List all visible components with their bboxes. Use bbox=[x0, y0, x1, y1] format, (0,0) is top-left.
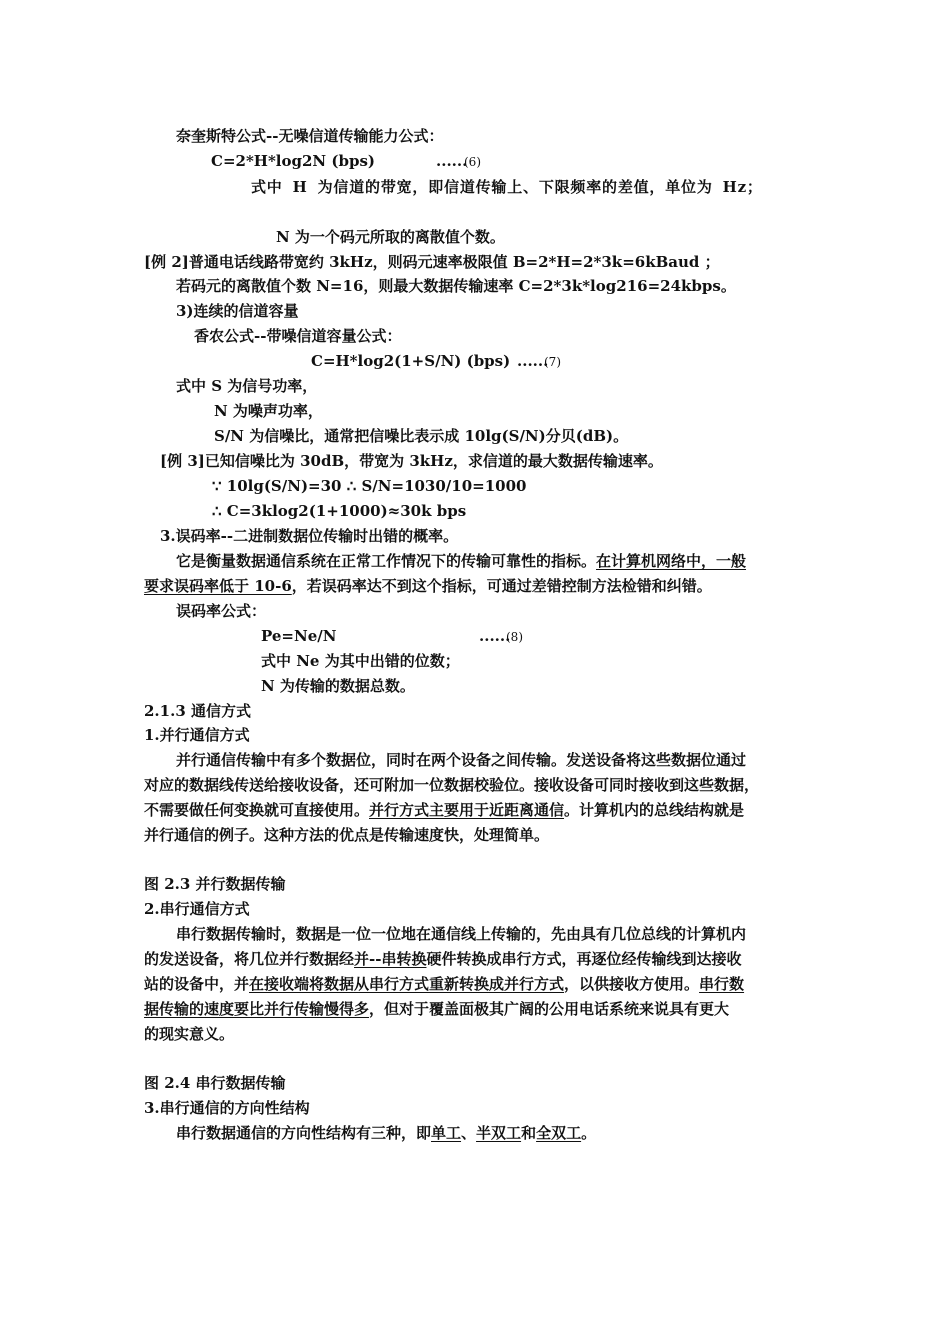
example-2-continuation: 若码元的离散值个数 N=16，则最大数据传输速率 C=2*3k*log216=24kbps。 bbox=[176, 277, 736, 295]
shannon-s-definition: 式中 S 为信号功率， bbox=[176, 377, 318, 395]
full-duplex-term: 全双工 bbox=[536, 1124, 582, 1142]
ber-formula-heading: 误码率公式： bbox=[176, 602, 267, 620]
shannon-heading: 香农公式--带噪信道容量公式： bbox=[194, 327, 402, 345]
example-2: [例 2]普通电话线路带宽约 3kHz，则码元速率极限值 B=2*H=2*3k=6kBaud ； bbox=[144, 253, 720, 271]
formula-text: C=2*H*log2N (bps) bbox=[211, 152, 375, 170]
bit-error-rate-heading: 3.误码率--二进制数据位传输时出错的概率。 bbox=[160, 527, 459, 545]
simplex-term: 单工 bbox=[431, 1124, 462, 1142]
example-3: [例 3]已知信噪比为 30dB，带宽为 3kHz，求信道的最大数据传输速率。 bbox=[160, 452, 663, 470]
nyquist-n-definition: N 为一个码元所取的离散值个数。 bbox=[276, 228, 505, 246]
serial-paragraph-line-1: 串行数据传输时，数据是一位一位地在通信线上传输的，先由具有几位总线的计算机内 bbox=[176, 925, 747, 943]
section-2-1-3-heading: 2.1.3 通信方式 bbox=[144, 702, 251, 720]
parallel-paragraph-line-1: 并行通信传输中有多个数据位，同时在两个设备之间传输。发送设备将这些数据位通过 bbox=[176, 751, 747, 769]
directional-structure-paragraph: 串行数据通信的方向性结构有三种，即单工、半双工和全双工。 bbox=[176, 1124, 597, 1142]
serial-conversion-term: 并--串转换 bbox=[354, 950, 427, 968]
ber-formula bbox=[261, 626, 523, 646]
formula-dots: ...... bbox=[517, 352, 549, 370]
half-duplex-term: 半双工 bbox=[476, 1124, 522, 1142]
nyquist-formula bbox=[211, 151, 481, 171]
formula-dots: ...... bbox=[436, 152, 468, 170]
ber-ne-definition: 式中 Ne 为其中出错的位数； bbox=[261, 652, 460, 670]
serial-paragraph-line-2: 的发送设备，将几位并行数据经并--串转换硬件转换成串行方式，再逐位经传输线到达接收 bbox=[144, 950, 742, 968]
ber-paragraph-line-1: 它是衡量数据通信系统在正常工作情况下的传输可靠性的指标。在计算机网络中，一般 bbox=[176, 552, 747, 570]
directional-structure-heading: 3.串行通信的方向性结构 bbox=[144, 1099, 310, 1117]
example-3-step-1: ∵ 10lg(S/N)=30 ∴ S/N=1030/10=1000 bbox=[212, 477, 527, 495]
parallel-emphasis: 并行方式主要用于近距离通信 bbox=[369, 801, 565, 819]
parallel-paragraph-line-2: 对应的数据线传送给接收设备，还可附加一位数据校验位。接收设备可同时接收到这些数据， bbox=[144, 776, 760, 794]
parallel-paragraph-line-3: 不需要做任何变换就可直接使用。并行方式主要用于近距离通信。计算机内的总线结构就是 bbox=[144, 801, 745, 819]
serial-paragraph-line-4: 据传输的速度要比并行传输慢得多，但对于覆盖面极其广阔的公用电话系统来说具有更大 bbox=[144, 1000, 730, 1018]
serial-paragraph-line-3: 站的设备中，并在接收端将数据从串行方式重新转换成并行方式，以供接收方使用。串行数 bbox=[144, 975, 745, 993]
figure-2-4-caption: 图 2.4 串行数据传输 bbox=[144, 1074, 286, 1092]
formula-text: Pe=Ne/N bbox=[261, 627, 337, 645]
equation-number: (8) bbox=[506, 630, 523, 644]
formula-text: C=H*log2(1+S/N) (bps) bbox=[311, 352, 511, 370]
equation-number: (7) bbox=[544, 355, 561, 369]
example-3-step-2: ∴ C=3klog2(1+1000)≈30k bps bbox=[212, 502, 467, 520]
shannon-snr-definition: S/N 为信噪比，通常把信噪比表示成 10lg(S/N)分贝(dB)。 bbox=[214, 427, 629, 445]
serial-receive-emphasis: 在接收端将数据从串行方式重新转换成并行方式 bbox=[249, 975, 565, 993]
nyquist-heading: 奈奎斯特公式--无噪信道传输能力公式： bbox=[176, 127, 444, 145]
ber-emphasis: 在计算机网络中，一般 bbox=[596, 552, 747, 570]
continuous-channel-capacity-heading: 3)连续的信道容量 bbox=[176, 302, 299, 320]
shannon-formula bbox=[311, 351, 561, 371]
parallel-paragraph-line-4: 并行通信的例子。这种方法的优点是传输速度快，处理简单。 bbox=[144, 826, 550, 844]
ber-threshold: 要求误码率低于 10-6 bbox=[144, 577, 292, 595]
shannon-n-definition: N 为噪声功率， bbox=[214, 402, 323, 420]
serial-speed-emphasis-end: 据传输的速度要比并行传输慢得多 bbox=[144, 1000, 370, 1018]
serial-speed-emphasis-start: 串行数 bbox=[699, 975, 745, 993]
equation-number: (6) bbox=[464, 155, 481, 169]
ber-n-definition: N 为传输的数据总数。 bbox=[261, 677, 415, 695]
serial-communication-heading: 2.串行通信方式 bbox=[144, 900, 250, 918]
figure-2-3-caption: 图 2.3 并行数据传输 bbox=[144, 875, 286, 893]
formula-dots: ...... bbox=[479, 627, 511, 645]
ber-paragraph-line-2: 要求误码率低于 10-6，若误码率达不到这个指标，可通过差错控制方法检错和纠错。 bbox=[144, 577, 712, 595]
parallel-communication-heading: 1.并行通信方式 bbox=[144, 726, 250, 744]
serial-paragraph-line-5: 的现实意义。 bbox=[144, 1025, 235, 1043]
nyquist-h-definition: 式中 H 为信道的带宽，即信道传输上、下限频率的差值，单位为 Hz； bbox=[251, 178, 763, 196]
